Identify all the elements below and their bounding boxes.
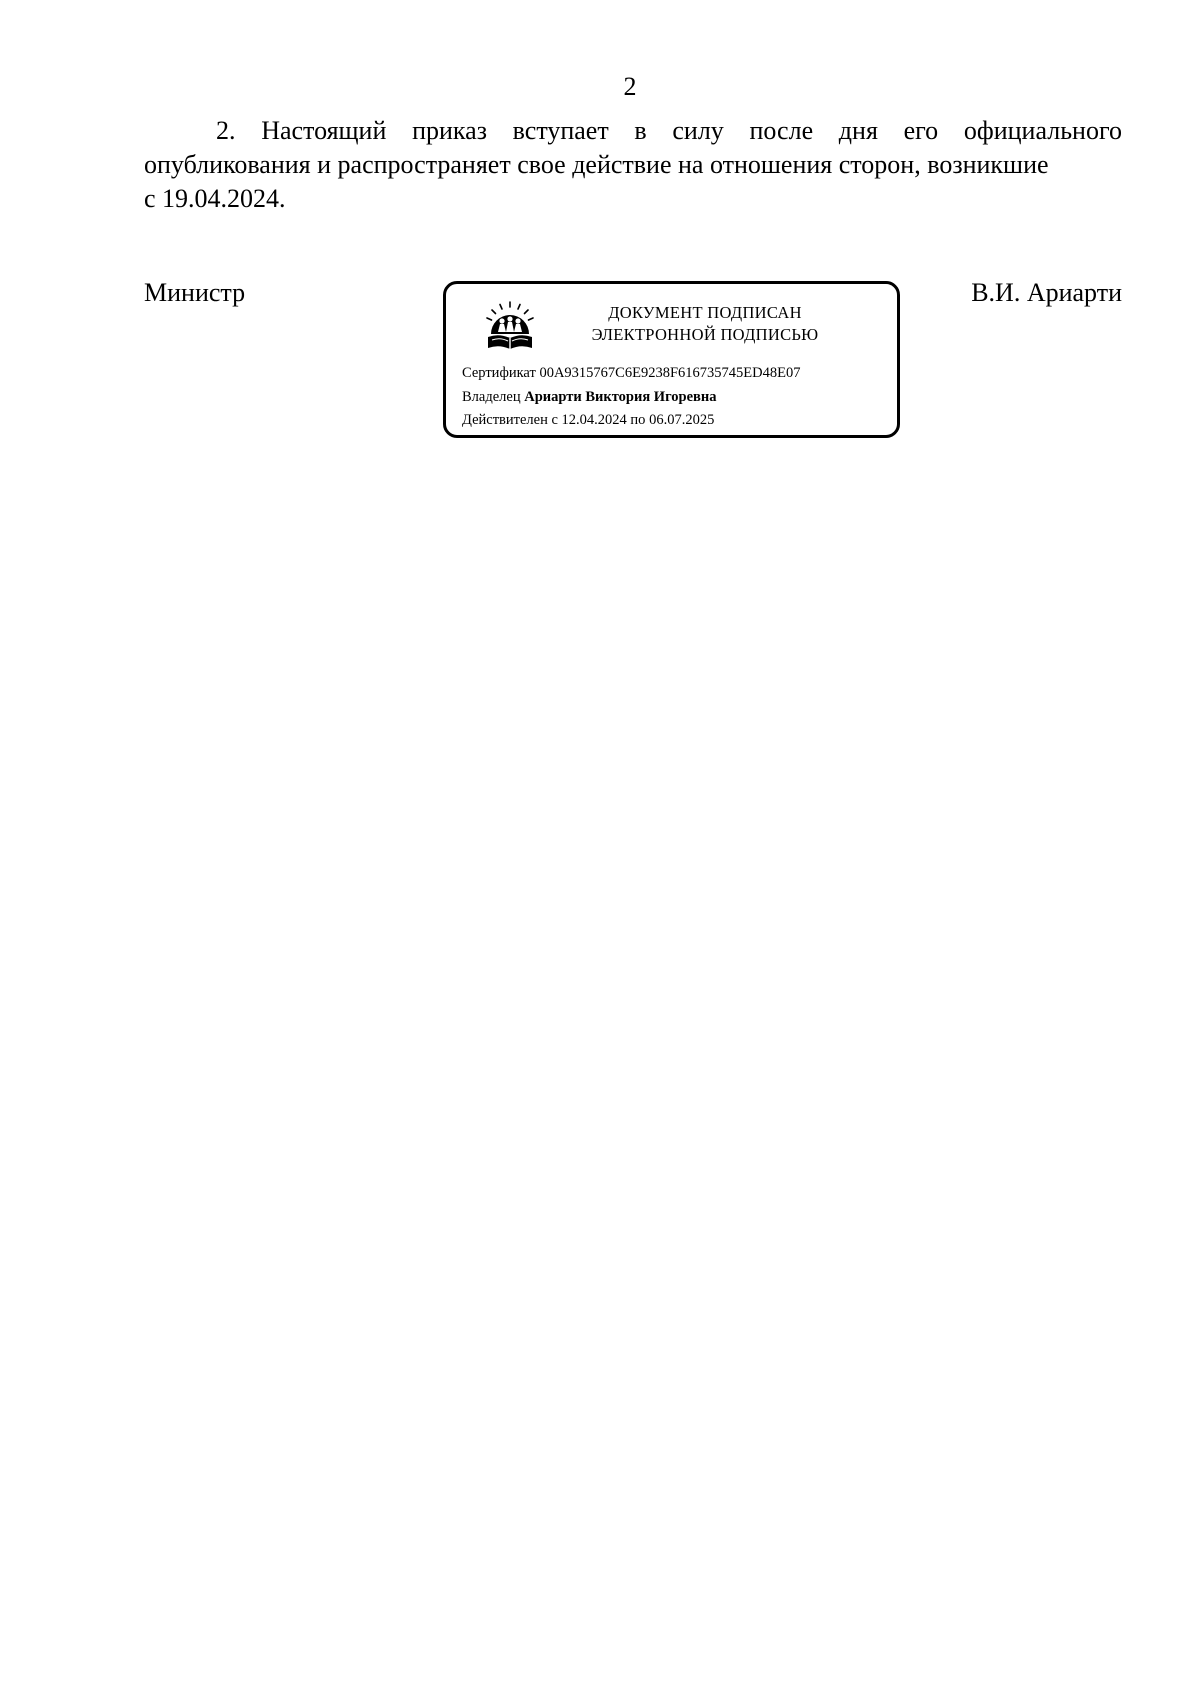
stamp-certificate-row <box>462 364 800 382</box>
owner-value: Ариарти Виктория Игоревна <box>524 389 717 405</box>
electronic-signature-stamp <box>443 281 900 438</box>
valid-from-prefix: с <box>551 412 558 428</box>
stamp-title-line-1: ДОКУМЕНТ ПОДПИСАН <box>608 303 802 322</box>
paragraph-line-1: 2. Настоящий приказ вступает в силу после дня его официального <box>216 116 1122 145</box>
valid-label: Действителен <box>462 412 548 428</box>
signatory-position: Министр <box>144 278 246 307</box>
signatory-name: В.И. Ариарти <box>971 278 1122 307</box>
stamp-validity-row <box>462 411 714 429</box>
certificate-label: Сертификат <box>462 365 536 381</box>
valid-from: 12.04.2024 <box>561 412 627 428</box>
paragraph-line-3: с 19.04.2024. <box>144 184 286 213</box>
valid-to-prefix: по <box>630 412 646 428</box>
stamp-owner-row <box>462 388 716 406</box>
stamp-title-line-2: ЭЛЕКТРОННОЙ ПОДПИСЬЮ <box>591 325 819 344</box>
owner-label: Владелец <box>462 389 521 405</box>
paragraph-line-2: опубликования и распространяет свое действие на отношения сторон, возникшие <box>144 150 1049 179</box>
page-number: 2 <box>623 72 637 101</box>
stamp-title <box>550 302 860 346</box>
regional-emblem-icon <box>482 300 538 356</box>
order-paragraph <box>144 114 1122 216</box>
valid-to: 06.07.2025 <box>649 412 715 428</box>
certificate-value: 00A9315767C6E9238F616735745ED48E07 <box>539 365 801 381</box>
